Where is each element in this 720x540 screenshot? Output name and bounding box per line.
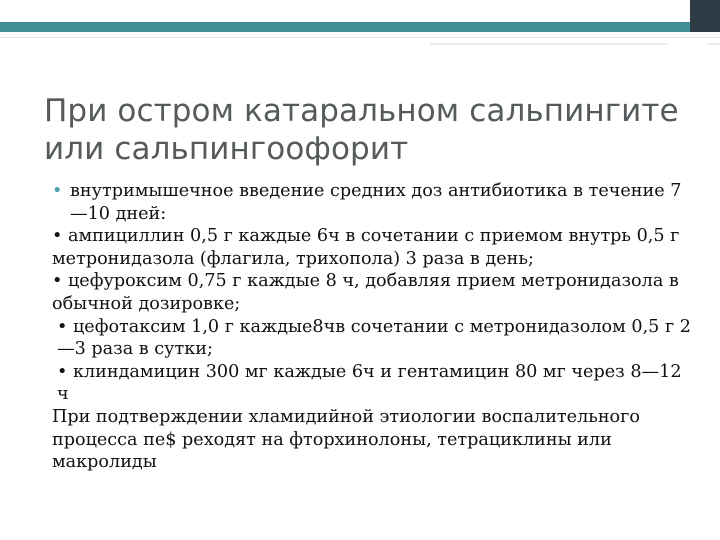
slide-title-line-2: или сальпингоофорит	[44, 131, 409, 167]
list-item-chlamydia-note: При подтверждении хламидийной этиологии воспалительного процесса пе$ реходят на фторхинолоны, тетрациклины или макролиды	[52, 406, 640, 473]
header-divider	[0, 37, 720, 38]
list-item-cefuroxime: • цефуроксим 0,75 г каждые 8 ч, добавляя прием метронидазола в обычной дозировке;	[52, 271, 679, 314]
list-item-text: внутримышечное введение средних доз антибиотика в течение 7—10 дней:	[70, 181, 682, 224]
list-item-intro	[52, 180, 692, 225]
header-accent-bar	[0, 22, 690, 32]
header-corner-block	[690, 0, 720, 32]
bullet-icon: •	[52, 181, 63, 201]
slide-title-line-1: При остром катаральном сальпингите	[44, 93, 679, 129]
header-divider-tail	[707, 43, 720, 45]
slide-body	[52, 180, 692, 474]
list-item-cefotaxime: • цефотаксим 1,0 г каждые8чв сочетании с метронидазолом 0,5 г 2—3 раза в сутки;	[57, 316, 691, 360]
header-divider-short	[430, 43, 668, 45]
list-item-ampicillin: • ампициллин 0,5 г каждые 6ч в сочетании с приемом внутрь 0,5 г метронидазола (флагила, трихопола) 3 раза в день;	[52, 226, 680, 269]
slide-title	[44, 92, 694, 168]
list-item-clindamycin: • клиндамицин 300 мг каждые 6ч и гентамицин 80 мг через 8—12 ч	[57, 361, 682, 405]
